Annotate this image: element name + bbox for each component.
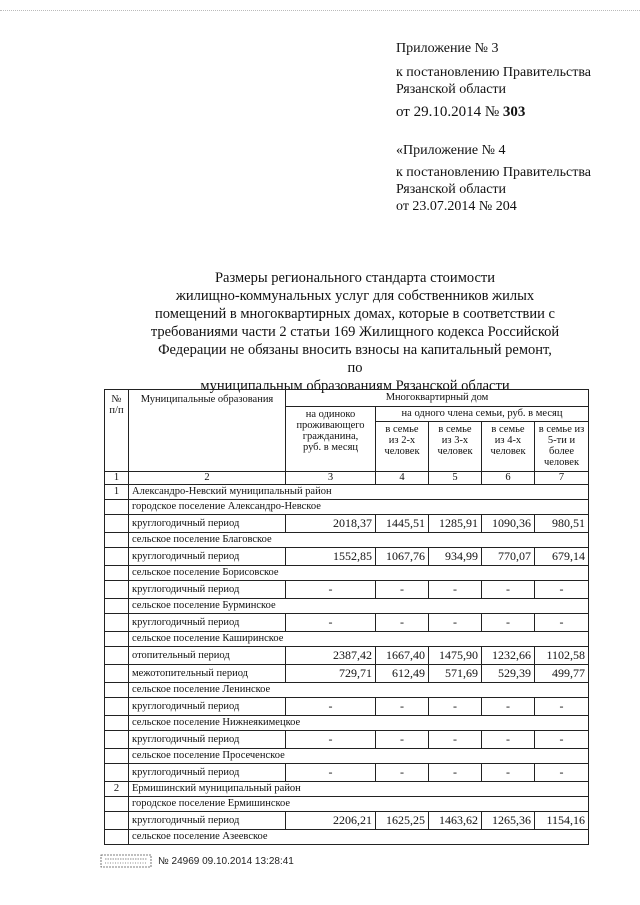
original-appendix-reference: [396, 164, 591, 215]
period-label: круглогодичный период: [129, 548, 286, 566]
value-dash: -: [482, 614, 535, 632]
period-label: круглогодичный период: [129, 812, 286, 830]
column-number: 4: [376, 472, 429, 485]
settlement-name: сельское поселение Азеевское: [129, 830, 589, 845]
apartment-building-header: Многоквартирный дом: [286, 390, 589, 407]
period-label: круглогодичный период: [129, 731, 286, 749]
value-dash: -: [376, 698, 429, 716]
value-family-4: 529,39: [482, 665, 535, 683]
district-name: Ермишинский муниципальный район: [129, 782, 589, 797]
value-dash: -: [376, 581, 429, 599]
registration-stamp-icon: [100, 853, 152, 869]
settlement-name: сельское поселение Нижнеякимецкое: [129, 716, 589, 731]
settlement-row: [105, 632, 589, 647]
value-family-5plus: 499,77: [535, 665, 589, 683]
settlement-row: [105, 749, 589, 764]
header-line: в семье: [491, 424, 525, 435]
col-number-header: [105, 390, 129, 472]
header-line: гражданина,: [302, 431, 359, 442]
title-line: жилищно-коммунальных услуг для собственников жилых: [175, 288, 535, 304]
settlement-name: сельское поселение Благовское: [129, 533, 589, 548]
appendix-ref-line: Рязанской области: [396, 182, 507, 197]
value-dash: -: [286, 731, 376, 749]
settlement-row: [105, 566, 589, 581]
value-family-3: 571,69: [429, 665, 482, 683]
settlement-row: [105, 599, 589, 614]
appendix-ref-line: от 23.07.2014 № 204: [396, 199, 517, 214]
settlement-row: [105, 533, 589, 548]
value-dash: -: [535, 698, 589, 716]
value-family-2: 1625,25: [376, 812, 429, 830]
header-line: человек: [543, 457, 580, 468]
period-row: [105, 812, 589, 830]
value-dash: -: [535, 731, 589, 749]
value-single: 2387,42: [286, 647, 376, 665]
header-line: на одиноко: [305, 409, 356, 420]
value-dash: -: [286, 614, 376, 632]
header-line: более: [548, 446, 574, 457]
original-appendix-number: «Приложение № 4: [396, 143, 506, 158]
value-dash: -: [376, 731, 429, 749]
header-line: человек: [384, 446, 420, 457]
value-dash: -: [535, 581, 589, 599]
value-family-2: 1445,51: [376, 515, 429, 533]
period-row: [105, 731, 589, 749]
value-family-2: 1067,76: [376, 548, 429, 566]
settlement-name: сельское поселение Борисовское: [129, 566, 589, 581]
value-dash: -: [482, 698, 535, 716]
value-single: 2018,37: [286, 515, 376, 533]
title-line: Федерации не обязаны вносить взносы на капитальный ремонт, по: [158, 342, 552, 376]
value-dash: -: [482, 581, 535, 599]
value-dash: -: [429, 731, 482, 749]
value-family-2: 1667,40: [376, 647, 429, 665]
period-row: [105, 665, 589, 683]
appendix-ref-line: к постановлению Правительства: [396, 65, 592, 80]
header-line: человек: [437, 446, 473, 457]
column-number: 2: [129, 472, 286, 485]
settlement-name: сельское поселение Каширинское: [129, 632, 589, 647]
header-line: в семье: [438, 424, 472, 435]
registration-number: № 24969 09.10.2014 13:28:41: [158, 855, 294, 867]
period-row: [105, 614, 589, 632]
family-3-header: [429, 422, 482, 472]
settlement-name: городское поселение Ермишинское: [129, 797, 589, 812]
value-family-4: 770,07: [482, 548, 535, 566]
period-label: круглогодичный период: [129, 614, 286, 632]
period-label: круглогодичный период: [129, 698, 286, 716]
title-line: Размеры регионального стандарта стоимости: [214, 270, 496, 286]
settlement-row: [105, 500, 589, 515]
value-dash: -: [429, 764, 482, 782]
header-pp: п/п: [109, 405, 124, 416]
value-single: 1552,85: [286, 548, 376, 566]
value-family-4: 1232,66: [482, 647, 535, 665]
appendix-date-text: от 29.10.2014 №: [396, 104, 500, 120]
header-line: в семье из: [538, 424, 585, 435]
value-family-5plus: 1154,16: [535, 812, 589, 830]
header-line: 5-ти и: [547, 435, 576, 446]
value-single: 2206,21: [286, 812, 376, 830]
settlement-name: сельское поселение Бурминское: [129, 599, 589, 614]
value-dash: -: [286, 581, 376, 599]
appendix-ref-line: к постановлению Правительства: [396, 165, 592, 180]
title-line: помещений в многоквартирных домах, которые в соответствии с: [155, 306, 555, 322]
district-row: [105, 782, 589, 797]
value-family-5plus: 980,51: [535, 515, 589, 533]
settlement-row: [105, 716, 589, 731]
standard-cost-table: [104, 389, 589, 845]
top-dotted-line: [0, 10, 640, 11]
header-line: руб. в месяц: [302, 442, 359, 453]
appendix-date-number: 303: [502, 104, 526, 120]
value-dash: -: [286, 698, 376, 716]
value-single: 729,71: [286, 665, 376, 683]
column-number: 5: [429, 472, 482, 485]
value-family-3: 1285,91: [429, 515, 482, 533]
district-name: Александро-Невский муниципальный район: [129, 485, 589, 500]
district-number: 1: [105, 485, 129, 500]
footer-registration: [100, 853, 294, 869]
settlement-row: [105, 683, 589, 698]
value-dash: -: [482, 731, 535, 749]
value-dash: -: [376, 614, 429, 632]
value-family-4: 1090,36: [482, 515, 535, 533]
value-family-4: 1265,36: [482, 812, 535, 830]
value-dash: -: [429, 614, 482, 632]
column-numbers-row: [105, 472, 589, 485]
family-2-header: [376, 422, 429, 472]
period-row: [105, 647, 589, 665]
header-line: в семье: [385, 424, 419, 435]
header-row: [105, 390, 589, 407]
period-label: межотопительный период: [129, 665, 286, 683]
header-line: из 3-х: [441, 435, 469, 446]
settlement-name: сельское поселение Просеченское: [129, 749, 589, 764]
appendix-ref-line: Рязанской области: [396, 82, 507, 97]
header-line: проживающего: [296, 420, 365, 431]
period-row: [105, 698, 589, 716]
value-dash: -: [286, 764, 376, 782]
value-dash: -: [376, 764, 429, 782]
period-label: круглогодичный период: [129, 515, 286, 533]
value-dash: -: [535, 764, 589, 782]
period-row: [105, 581, 589, 599]
settlement-name: сельское поселение Ленинское: [129, 683, 589, 698]
per-member-header: на одного члена семьи, руб. в месяц: [376, 407, 589, 422]
title-line: муниципальным образованиям Рязанской области: [200, 378, 510, 394]
settlement-row: [105, 797, 589, 812]
period-row: [105, 548, 589, 566]
district-row: [105, 485, 589, 500]
period-label: круглогодичный период: [129, 764, 286, 782]
value-dash: -: [535, 614, 589, 632]
value-family-3: 934,99: [429, 548, 482, 566]
column-number: 7: [535, 472, 589, 485]
value-dash: -: [429, 698, 482, 716]
header-line: из 2-х: [388, 435, 416, 446]
header-line: из 4-х: [494, 435, 522, 446]
column-number: 1: [105, 472, 129, 485]
period-row: [105, 515, 589, 533]
value-family-3: 1463,62: [429, 812, 482, 830]
header-no: №: [111, 394, 122, 405]
settlement-row: [105, 830, 589, 845]
title-line: требованиями части 2 статьи 169 Жилищного кодекса Российской: [150, 324, 560, 340]
period-label: отопительный период: [129, 647, 286, 665]
family-5plus-header: [535, 422, 589, 472]
column-number: 3: [286, 472, 376, 485]
value-family-2: 612,49: [376, 665, 429, 683]
value-dash: -: [429, 581, 482, 599]
single-resident-header: [286, 407, 376, 472]
settlement-name: городское поселение Александро-Невское: [129, 500, 589, 515]
district-number: 2: [105, 782, 129, 797]
value-family-5plus: 1102,58: [535, 647, 589, 665]
appendix-number: Приложение № 3: [396, 41, 499, 56]
family-4-header: [482, 422, 535, 472]
header-line: человек: [490, 446, 526, 457]
document-title: [150, 269, 560, 395]
appendix-date: [396, 104, 525, 121]
period-label: круглогодичный период: [129, 581, 286, 599]
value-dash: -: [482, 764, 535, 782]
value-family-3: 1475,90: [429, 647, 482, 665]
appendix-reference: [396, 64, 591, 98]
value-family-5plus: 679,14: [535, 548, 589, 566]
col-municipality-header: Муниципальные образования: [129, 390, 286, 472]
column-number: 6: [482, 472, 535, 485]
period-row: [105, 764, 589, 782]
